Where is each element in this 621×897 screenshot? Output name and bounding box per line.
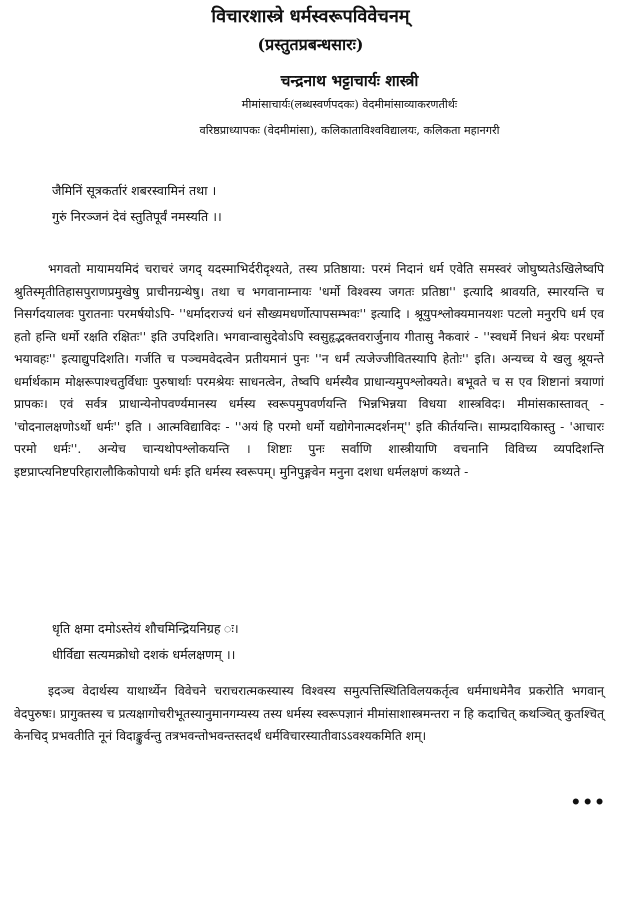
- article-subtitle: (प्रस्तुतप्रबन्धसारः): [257, 35, 364, 54]
- invocation-verse: [52, 178, 601, 230]
- author-affiliation-2: वरिष्ठप्राध्यापकः (वेदमीमांसा), कलिकाताविश्वविद्यालयः, कलिकता महानगरी: [199, 124, 500, 137]
- author-affiliation-1: मीमांसाचार्यः(लब्धस्वर्णपदकः) वेदमीमांसाव्याकरणतीर्थः: [241, 98, 458, 111]
- verse-line: जैमिनिं सूत्रकर्तारं शबरस्वामिनं तथा ।: [52, 183, 217, 198]
- verse-line: धृति क्षमा दमोऽस्तेयं शौचमिन्द्रियनिग्रह ः।: [52, 621, 239, 636]
- body-paragraph-1: भगवतो मायामयमिदं चराचरं जगद् यदस्माभिर्दरीदृश्यते, तस्य प्रतिष्ठाया: परमं निदानं धर्म एवेति समस्वरं जोघुष्यतेऽखिलेष्वपि श्रुतिस्मृतीतिहासपुराणप्रमुखेषु प्राचीनग्रन्थेषु। तथा च भगवानाम्नायः 'धर्मो विश्वस्य जगतः प्रतिष्ठा'' इत्यादि श्रावयति, स्मारयन्ति च निसर्गदयालवः पुरातनाः परमर्षयोऽपि- ''धर्मादराज्यं धनं सौख्यमधर्णोत्पापसम्भवः'' इत्यादि । श्रूयुपश्लोक्यमानयशः पटलो मनुरपि धर्म एव हतो हन्ति धर्मो रक्षति रक्षितः'' इति उपदिशति। भगवान्वासुदेवोऽपि स्वसुहृद्भक्तवरार्जुनाय गीतासु नैकवारं - ''स्वधर्मे निधनं श्रेयः परधर्मो भयावहः'' इत्याद्युपदिशति। गर्जति च पञ्चमवेदत्वेन प्रतीयमानं पुनः ''न धर्मं त्यजेज्जीवितस्यापि हेतोः'' इति। अन्यच्च ये खलु श्रूयन्ते धर्मार्थकाम मोक्षरूपाश्चतुर्विधाः पुरुषार्थाः परमश्रेयः साधनत्वेन, तेष्वपि धर्मस्यैव प्राधान्यमुपश्लोक्यते। बभूवते च स एव शिष्टानां त्रयाणां प्रापकः। एवं सर्वत्र प्राधान्येनोपवर्ण्यमानस्य धर्मस्य स्वरूपमुपवर्णयन्ति भिन्नभिन्नया विधया शास्त्रविदः। मीमांसकास्तावत् - 'चोदनालक्षणोऽर्थो धर्मः'' इति । आत्मविद्याविदः - ''अयं हि परमो धर्मो यद्योगेनात्मदर्शनम्'' इति कीर्तयन्ति। साम्प्रदायिकास्तु - 'आचारः परमो धर्मः''. अन्येच चान्यथोपश्लोकयन्ति । शिष्टाः पुनः सर्वाणि शास्त्रीयाणि वचनानि विविच्य व्यपदिशन्ति इष्टप्राप्त्यनिष्टपरिहारालौकिकोपायो धर्मः इति धर्मस्य स्वरूपम्। मुनिपुङ्गवेन मनुना दशधा धर्मलक्षणं कथ्यते -: [14, 262, 604, 479]
- continuation-marker: •••: [570, 793, 606, 813]
- body-paragraph-2: इदञ्च वेदार्थस्य याथार्थ्येन विवेचने चराचरात्मकस्यास्य विश्वस्य समुत्पत्तिस्थितिविलयकर्तृत्व धर्ममाधमेनैव प्रकरोति भगवान् वेदपुरुषः। प्रागुक्तस्य च प्रत्यक्षागोचरीभूतस्यानुमानगम्यस्य तस्य धर्मस्य स्वरूपज्ञानं मीमांसाशास्त्रमन्तरा न हि कदाचित् कथञ्चित् कुतश्चित् केनचिद् प्रभवतीति नूनं विदाङ्कुर्वन्तु तत्रभवन्तोभवन्तस्तदर्थं धर्मविचारस्यातीवाऽऽवश्यकमिति शम्।: [14, 684, 604, 743]
- author-name: चन्द्रनाथ भट्टाचार्यः शास्त्री: [280, 71, 419, 90]
- article-title: विचारशास्त्रे धर्मस्वरूपविवेचनम्: [211, 6, 410, 27]
- verse-line: धीर्विद्या सत्यमक्रोधो दशकं धर्मलक्षणम् ।।: [52, 647, 236, 662]
- verse-line: गुरुं निरञ्जनं देवं स्तुतिपूर्वं नमस्यति ।।: [52, 209, 222, 224]
- dharma-lakshana-verse: [52, 616, 601, 668]
